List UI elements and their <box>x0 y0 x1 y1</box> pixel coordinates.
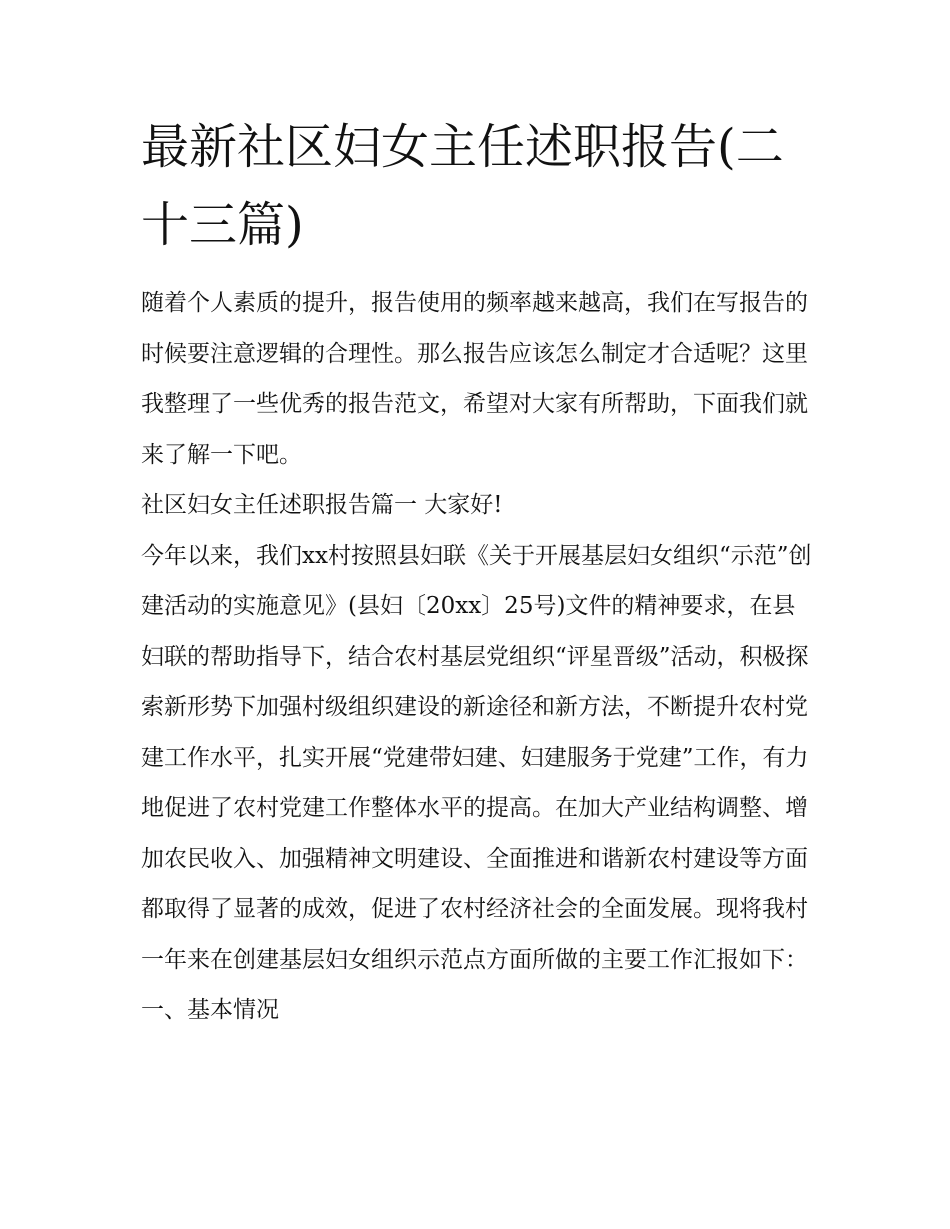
section-heading-chapter-one: 社区妇女主任述职报告篇一 大家好! <box>141 492 503 518</box>
document-page <box>141 108 813 1036</box>
section-heading-basic-situation: 一、基本情况 <box>141 997 279 1023</box>
body-paragraph: 今年以来，我们xx村按照县妇联《关于开展基层妇女组织“示范”创建活动的实施意见》(县妇〔20xx〕25号)文件的精神要求，在县妇联的帮助指导下，结合农村基层党组织“评星晋级”活动，积极探索新形势下加强村级组织建设的新途径和新方法，不断提升农村党建工作水平，扎实开展“党建带妇建、妇建服务于党建”工作，有力地促进了农村党建工作整体水平的提高。在加大产业结构调整、增加农民收入、加强精神文明建设、全面推进和谐新农村建设等方面都取得了显著的成效，促进了农村经济社会的全面发展。现将我村一年来在创建基层妇女组织示范点方面所做的主要工作汇报如下： <box>141 542 812 973</box>
intro-paragraph: 随着个人素质的提升，报告使用的频率越来越高，我们在写报告的时候要注意逻辑的合理性。那么报告应该怎么制定才合适呢？这里我整理了一些优秀的报告范文，希望对大家有所帮助，下面我们就来了解一下吧。 <box>141 290 808 468</box>
document-title: 最新社区妇女主任述职报告(二十三篇) <box>141 119 784 253</box>
